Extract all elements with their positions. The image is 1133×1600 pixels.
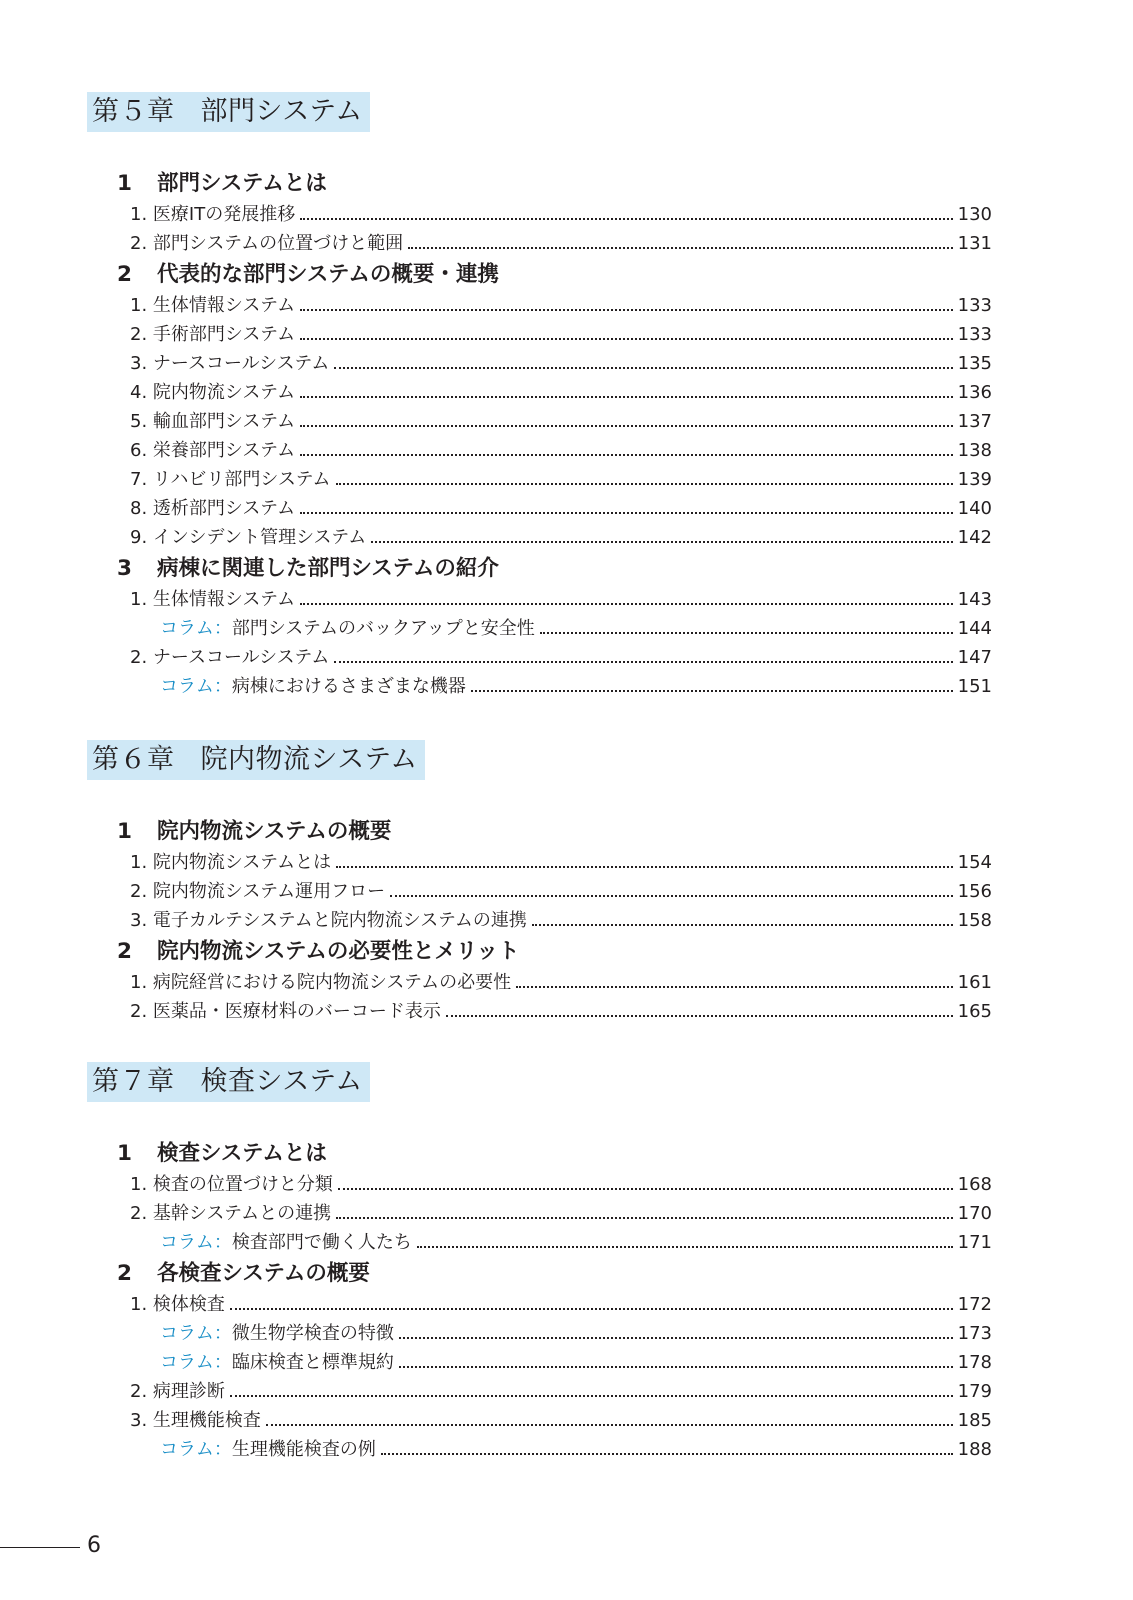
- page-ref: 138: [957, 440, 992, 461]
- entry-title: 1. 院内物流システムとは: [130, 852, 332, 873]
- column-title: 微生物学検査の特徴: [231, 1323, 394, 1344]
- toc-entry[interactable]: [130, 643, 992, 672]
- entry-title: [160, 672, 466, 701]
- page-ref: 173: [957, 1323, 992, 1344]
- page-ref: 147: [957, 647, 992, 668]
- section-title: 検査システムとは: [157, 1141, 327, 1166]
- page-ref: 161: [957, 972, 992, 993]
- toc-entry[interactable]: [130, 407, 992, 436]
- page-ref: 170: [957, 1203, 992, 1224]
- dot-leader: [417, 1244, 953, 1248]
- section-number: 2: [117, 262, 132, 287]
- section-number: 1: [117, 1141, 132, 1166]
- section-number: 2: [117, 1261, 132, 1286]
- toc-entry[interactable]: [130, 320, 992, 349]
- column-entry[interactable]: [160, 1348, 992, 1377]
- entry-title: 3. 生理機能検査: [130, 1410, 261, 1431]
- page-ref: 136: [957, 382, 992, 403]
- column-entry[interactable]: [160, 672, 992, 701]
- page-ref: 137: [957, 411, 992, 432]
- dot-leader: [399, 1364, 953, 1368]
- dot-leader: [399, 1335, 953, 1339]
- page-ref: 156: [957, 881, 992, 902]
- column-label: コラム：: [160, 1352, 232, 1373]
- section-heading: [117, 169, 327, 199]
- entry-title: 1. 医療ITの発展推移: [130, 204, 296, 225]
- page-ref: 168: [957, 1174, 992, 1195]
- dot-leader: [532, 922, 953, 926]
- page-ref: 178: [957, 1352, 992, 1373]
- dot-leader: [540, 630, 953, 634]
- column-title: 病棟におけるさまざまな機器: [231, 676, 466, 697]
- entry-title: 2. 院内物流システム運用フロー: [130, 881, 386, 902]
- chapter-heading: [87, 1062, 370, 1102]
- section-number: 2: [117, 939, 132, 964]
- column-entry[interactable]: [160, 1435, 992, 1464]
- toc-entry[interactable]: [130, 906, 992, 935]
- section-number: 1: [117, 819, 132, 844]
- dot-leader: [266, 1422, 953, 1426]
- chapter-title: 院内物流システム: [200, 744, 418, 775]
- entry-title: 2. 部門システムの位置づけと範囲: [130, 233, 404, 254]
- page-ref: 133: [957, 324, 992, 345]
- section-heading: [117, 817, 391, 847]
- column-title: 検査部門で働く人たち: [231, 1232, 412, 1253]
- entry-title: [160, 614, 535, 643]
- entry-title: 5. 輸血部門システム: [130, 411, 296, 432]
- dot-leader: [300, 452, 953, 456]
- column-label: コラム：: [160, 1232, 232, 1253]
- dot-leader: [338, 1186, 953, 1190]
- section-heading: [117, 937, 520, 967]
- section-title: 部門システムとは: [157, 171, 327, 196]
- dot-leader: [390, 893, 953, 897]
- toc-entry[interactable]: [130, 968, 992, 997]
- column-label: コラム：: [160, 676, 232, 697]
- entry-title: [160, 1319, 394, 1348]
- column-title: 臨床検査と標準規約: [231, 1352, 394, 1373]
- toc-entry[interactable]: [130, 585, 992, 614]
- toc-entry[interactable]: [130, 1406, 992, 1435]
- page-ref: 154: [957, 852, 992, 873]
- column-entry[interactable]: [160, 1319, 992, 1348]
- toc-entry[interactable]: [130, 877, 992, 906]
- page-ref: 133: [957, 295, 992, 316]
- entry-title: 2. 基幹システムとの連携: [130, 1203, 332, 1224]
- section-number: 3: [117, 556, 132, 581]
- column-label: コラム：: [160, 1439, 232, 1460]
- dot-leader: [446, 1013, 953, 1017]
- section-title: 院内物流システムの必要性とメリット: [157, 939, 520, 964]
- dot-leader: [336, 864, 953, 868]
- entry-title: 9. インシデント管理システム: [130, 527, 367, 548]
- section-heading: [117, 554, 499, 584]
- chapter-heading: [87, 92, 370, 132]
- toc-entry[interactable]: [130, 997, 992, 1026]
- toc-entry[interactable]: [130, 291, 992, 320]
- chapter-label: 第７章: [92, 1066, 175, 1097]
- dot-leader: [334, 659, 952, 663]
- column-title: 部門システムのバックアップと安全性: [231, 618, 535, 639]
- page-ref: 172: [957, 1294, 992, 1315]
- dot-leader: [230, 1393, 953, 1397]
- entry-title: 2. 手術部門システム: [130, 324, 296, 345]
- page-ref: 179: [957, 1381, 992, 1402]
- entry-title: 1. 病院経営における院内物流システムの必要性: [130, 972, 512, 993]
- page-ref: 140: [957, 498, 992, 519]
- chapter-title: 部門システム: [200, 96, 363, 127]
- toc-entry[interactable]: [130, 848, 992, 877]
- dot-leader: [300, 601, 953, 605]
- entry-title: 1. 検体検査: [130, 1294, 225, 1315]
- page-ref: 143: [957, 589, 992, 610]
- page-ref: 130: [957, 204, 992, 225]
- page-ref: 139: [957, 469, 992, 490]
- page-ref: 144: [957, 618, 992, 639]
- dot-leader: [300, 216, 952, 220]
- column-label: コラム：: [160, 1323, 232, 1344]
- entry-title: 2. ナースコールシステム: [130, 647, 330, 668]
- dot-leader: [334, 365, 952, 369]
- section-title: 各検査システムの概要: [157, 1261, 370, 1286]
- section-number: 1: [117, 171, 132, 196]
- toc-entry[interactable]: [130, 523, 992, 552]
- dot-leader: [408, 245, 953, 249]
- entry-title: 3. ナースコールシステム: [130, 353, 330, 374]
- entry-title: 2. 病理診断: [130, 1381, 225, 1402]
- dot-leader: [516, 984, 953, 988]
- section-title: 院内物流システムの概要: [157, 819, 392, 844]
- entry-title: 1. 生体情報システム: [130, 295, 296, 316]
- dot-leader: [300, 423, 953, 427]
- dot-leader: [336, 481, 953, 485]
- entry-title: 1. 検査の位置づけと分類: [130, 1174, 333, 1195]
- dot-leader: [336, 1215, 953, 1219]
- entry-title: 2. 医薬品・医療材料のバーコード表示: [130, 1001, 441, 1022]
- toc-entry[interactable]: [130, 465, 992, 494]
- section-heading: [117, 260, 499, 290]
- footer-rule: [0, 1547, 80, 1548]
- toc-entry[interactable]: [130, 494, 992, 523]
- page-ref: 165: [957, 1001, 992, 1022]
- entry-title: 4. 院内物流システム: [130, 382, 296, 403]
- page-number: 6: [87, 1533, 101, 1558]
- dot-leader: [300, 394, 953, 398]
- page-ref: 142: [957, 527, 992, 548]
- entry-title: 1. 生体情報システム: [130, 589, 296, 610]
- page-ref: 135: [957, 353, 992, 374]
- dot-leader: [300, 336, 953, 340]
- column-title: 生理機能検査の例: [231, 1439, 376, 1460]
- section-heading: [117, 1139, 327, 1169]
- chapter-heading: [87, 740, 425, 780]
- toc-entry[interactable]: [130, 1170, 992, 1199]
- toc-entry[interactable]: [130, 349, 992, 378]
- chapter-label: 第６章: [92, 744, 175, 775]
- page-ref: 158: [957, 910, 992, 931]
- dot-leader: [300, 510, 953, 514]
- toc-entry[interactable]: [130, 1199, 992, 1228]
- page-ref: 188: [957, 1439, 992, 1460]
- section-title: 代表的な部門システムの概要・連携: [157, 262, 499, 287]
- entry-title: [160, 1435, 376, 1464]
- toc-entry[interactable]: [130, 229, 992, 258]
- page-ref: 151: [957, 676, 992, 697]
- toc-entry[interactable]: [130, 436, 992, 465]
- chapter-title: 検査システム: [200, 1066, 363, 1097]
- dot-leader: [471, 688, 953, 692]
- toc-entry[interactable]: [130, 200, 992, 229]
- entry-title: 7. リハビリ部門システム: [130, 469, 331, 490]
- column-label: コラム：: [160, 618, 232, 639]
- entry-title: [160, 1348, 394, 1377]
- page-ref: 185: [957, 1410, 992, 1431]
- chapter-label: 第５章: [92, 96, 175, 127]
- section-title: 病棟に関連した部門システムの紹介: [157, 556, 499, 581]
- column-entry[interactable]: [160, 1228, 992, 1257]
- toc-entry[interactable]: [130, 378, 992, 407]
- dot-leader: [230, 1306, 953, 1310]
- dot-leader: [371, 539, 952, 543]
- page-ref: 131: [957, 233, 992, 254]
- dot-leader: [381, 1451, 953, 1455]
- entry-title: [160, 1228, 412, 1257]
- entry-title: 6. 栄養部門システム: [130, 440, 296, 461]
- toc-entry[interactable]: [130, 1290, 992, 1319]
- column-entry[interactable]: [160, 614, 992, 643]
- toc-entry[interactable]: [130, 1377, 992, 1406]
- entry-title: 8. 透析部門システム: [130, 498, 296, 519]
- section-heading: [117, 1259, 370, 1289]
- page-ref: 171: [957, 1232, 992, 1253]
- entry-title: 3. 電子カルテシステムと院内物流システムの連携: [130, 910, 527, 931]
- dot-leader: [300, 307, 953, 311]
